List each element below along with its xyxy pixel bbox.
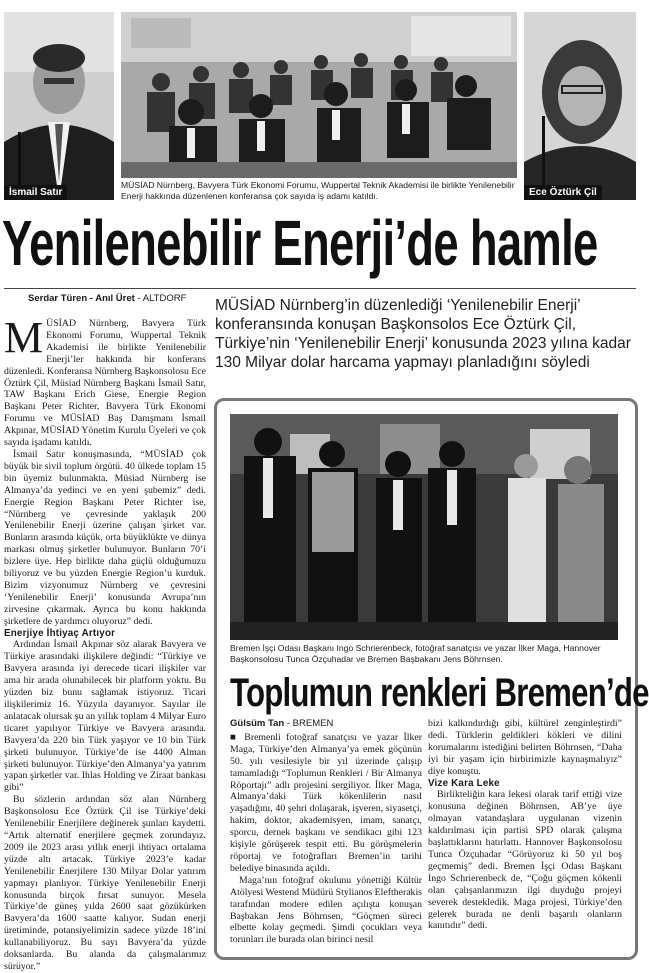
- top-photo-caption: MÜSİAD Nürnberg, Bavyera Türk Ekonomi Forumu, Wuppertal Teknik Akademisi ile birlikte Yenilenebilir Enerji hakkında düzenlenen konferansa çok sayıda iş adamı katıldı.: [121, 180, 515, 201]
- article-paragraph: bizi kalkındırdığı gibi, kültürel zenginleştirdi” dedi. Türklerin geldikleri kökleri ve dilini korumalarını istediğini belirten Böhrnsen, “Daha iyi bir yaşam için birbirimizle kaynaşmalıyız” diye konuştu.: [428, 718, 622, 777]
- article-paragraph: Bu sözlerin ardından söz alan Nürnberg Başkonsolosu Ece Öztürk Çil ise Türkiye’deki Yenilenebilir Enerjilere değinerek şunları kaydetti. “Artık alternatif enerjilere geçmek zorundayız. 2009 ile 2023 arası yıllık enerji ihtiyacı ortalama yüzde altı artacak. Türkiye 2023’e kadar Yenilenebilir Enerjilere 130 Milyar Dolar yatırım yapmayı planlıyor. Türkiye Yenilenebilir Enerji konusunda birçok fırsat sunuyor. Mesela Türkiye’de güneş yılda 2600 saat gözükürken Bavyera’da 1600 saatte kalıyor. Sudan enerji üretiminde, potansiyelimizin sadece yüzde 18’ini kullanabiliyoruz. Bu sayı Bavyera’da yüzde doksanlarda. Bu alanda da çalışmalarımız sürüyor.”: [4, 794, 206, 972]
- portrait-ismail-satir: [4, 12, 114, 200]
- article-byline: Serdar Türen - Anıl Üret - ALTDORF: [28, 293, 187, 304]
- portrait-name-tag: İsmail Satır: [4, 185, 67, 200]
- boxed-byline-place: BREMEN: [292, 718, 334, 729]
- article-paragraph: ■ Bremenli fotoğraf sanatçısı ve yazar İlker Maga, Türkiye’den Almanya’ya emek göçünün 50. yılı vesilesiyle bir yıl üzerinde çalışıp tamamladığı “Toplumun Renkleri / Bir Almanya Röportajı” adlı projesini sergiliyor. İlker Maga, Almanya’daki Türk kökenlilerin nasıl yaşadığını, 40 şehri dolaşarak, işveren, siyasetçi, hakim, doktor, akademisyen, imam, sanatçı, sporcu, dernek başkanı ve sendikacı gibi 123 kişiyle görüşerek tespit etti. Bu görüşmelerin röportaj ve fotoğrafları Bremen’in tarihi belediye binasında açıldı.: [230, 731, 422, 874]
- article-paragraph: Maga’nın fotoğraf okulunu yönettiği Kültür Atölyesi Westend Müdürü Stylianos Eleftherakis tarafından modere edilen açılışta konuşan Başbakan Jens Böhrnsen, “Göçmen süreci elbette kolay geçmedi. Şimdi çocukları veya torunları ile burada olan birinci nesil: [230, 874, 422, 946]
- byline-place: ALTDORF: [142, 293, 187, 304]
- article-deck: MÜSİAD Nürnberg’in düzenlediği ‘Yenilenebilir Enerji’ konferansında konuşan Başkonsolos Ece Öztürk Çil, Türkiye’nin ‘Yenilenebilir Enerji’ konusunda 2023 yılına kadar 130 Milyar dolar harcama yapmayı planladığını söyledi: [215, 297, 631, 371]
- article-subhead: Enerjiye İhtiyaç Artıyor: [4, 627, 116, 639]
- article-paragraph: Ardından İsmail Akpınar söz alarak Bavyera ve Türkiye arasındaki ilişkilere değindi: “Türkiye ve Bavyera arasında iyi derecede ticari ilişkiler var ama bir arada olunabilecek bir platform yoktu. Bu yüzden biz bunu sağlamak istiyoruz. Ticari ilişkilerimiz 16. Yüzyıla dayanıyor. Sayılar ile anlatacak olursak şu an yıllık toplam 4 Milyar Euro ticaret yapılıyor Türkiye ve Bavyera arasında. Bavyera’da 220 bin Türk yaşıyor ve 10 bin Türk şirketi bulunuyor. Türkiye’de ise 4400 Alman şirketi bulunuyor. Türkiye’den Almanya’ya yatırım yapan şirketler var. Ihlas Holding ve Ziraat bankası gibi”: [4, 639, 206, 794]
- bremen-group-photo: [230, 414, 618, 640]
- byline-authors: Serdar Türen - Anıl Üret: [28, 293, 135, 304]
- portrait-ece-ozturk-cil: [524, 12, 636, 200]
- boxed-article-column: [230, 718, 422, 948]
- article-paragraph: Birlikteliğin kara lekesi olarak tarif ettiği vize konusuna değinen Böhrnsen, AB’ye üye olmayan vatandaşlara uygulanan vizenin kaldırılması için partisi SPD olarak çalışma başlattıklarını hatırlattı. Hannover Başkonsolosu Tunca Özçuhadar “Görüyoruz ki 50 yıl boş geçmemiş” dedi. Bremen İşçi Odası Başkanı Ingo Schrierenbeck de, “Çoğu göçmen kökenli olan çalışanlarımızın ilgi duyduğu projeyi severek destekledik. Maga projesi, Türkiye’den gelerek burada ne denli başarılı olanların kanıtıdır” dedi.: [428, 789, 622, 932]
- article-paragraph: İsmail Satır konuşmasında, “MÜSİAD çok büyük bir sivil toplum örgütü. 40 ülkede toplam 15 bin üyemiz bulunmakta. Müsiad Nürnberg ise Almanya’da yedinci ve en yeni şubemiz” dedi. Energie Region Başkanı Peter Richter ise, “Nürnberg ve çevresinde yaklaşık 200 Yenilenebilir Enerji üzerine çalışan şirket var. Bunların arasında küçük, orta büyüklükte ve dünya markası olmuş şirketler bulunuyor. Bunların 70’i bizlere üye. Hep birlikte daha güçlü olduğumuzu biliyoruz ve bu yüzden Energie Region’u kurduk. Bizim vizyonumuz Nürnberg ve çevresini ‘Yenilenebilir Enerji’ konusunda Avrupa’nın zirvesine çıkarmak. Ayrıca bu konu hakkında şirketlere de yardımcı oluyoruz” dedi.: [4, 448, 206, 627]
- article-headline: Yenilenebilir Enerji’de hamle: [2, 207, 598, 279]
- article-body-column: [4, 313, 206, 972]
- drop-cap: M: [4, 313, 44, 362]
- boxed-byline: Gülsüm Tan - BREMEN: [230, 718, 334, 729]
- boxed-byline-author: Gülsüm Tan: [230, 718, 285, 729]
- headline-rule: [4, 288, 636, 289]
- boxed-article-subhead: Vize Kara Leke: [428, 777, 500, 789]
- article-paragraph: MÜSİAD Nürnberg, Bavyera Türk Ekonomi Forumu, Wuppertal Teknik Akademisi ile birlikte Yenilenebilir Enerji’ler hakkında bir konferans düzenledi. Konferansa Nürnberg Başkonsolosu Ece Öztürk Çil, Müsiad Nürnberg Başkanı İsmail Satır, TAW Başkanı Erich Giese, Energie Region Başkanı Peter Richter, Bavyera Türk Ekonomi Forumu ve MÜSİAD Baş Danışmanı İsmail Akpınar, MÜSİAD Yönetim Kurulu Üyeleri ve çok sayıda işadamı katıldı.: [4, 313, 206, 449]
- conference-audience-photo: [121, 12, 517, 178]
- boxed-article-column: [428, 718, 622, 948]
- boxed-article-headline: Toplumun renkleri Bremen’de: [230, 671, 649, 715]
- bremen-photo-caption: Bremen İşçi Odası Başkanı Ingo Schrierenbeck, fotoğraf sanatçısı ve yazar İlker Maga, Hannover Başkonsolosu Tunca Özçuhadar ve Bremen Başbakanı Jens Böhrnsen.: [230, 643, 601, 664]
- portrait-name-tag: Ece Öztürk Çil: [524, 185, 602, 200]
